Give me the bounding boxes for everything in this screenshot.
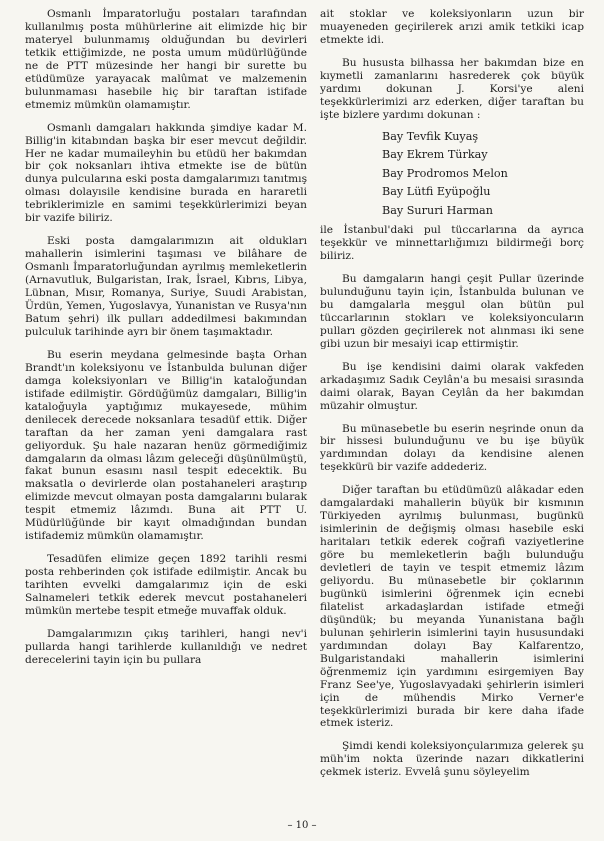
left-column [25, 8, 307, 677]
paragraph: Damgalarımızın çıkış tarihleri, hangi nev'i pullarda hangi tarihlerde kullanıldığı ve nedret derecelerini tayin için bu pullara [25, 627, 307, 666]
paragraph: Tesadüfen elimize geçen 1892 tarihli resmi posta rehberinden çok istifade edilmiştir. Ancak bu tarihten evvelki damgalarımız için de eski Salnameleri tetkik ederek mevcut postahaneleri mümkün mertebe tespit etmeğe muvaffak olduk. [25, 553, 307, 617]
right-column [320, 8, 584, 789]
paragraph: Bu eserin meydana gelmesinde başta Orhan Brandt'ın koleksiyonu ve İstanbulda bulunan diğer damga koleksiyonları ve Billig'in kataloğundan istifade edilmiştir. Gördüğümüz damgaları, Billig'in kataloğuyla yaptığımız mukayesede, mühim denilecek derecede noksanlara tesadüf ettik. Diğer taraftan da her zaman yeni damgalara rast geliyorduk. Şu hale nazaran henüz görmediğimiz damgaların da olması lâzım geleceği düşünülmüştü, fakat bunun esasını nasıl tespit edecektik. Bu maksatla o devirlerde olan postahaneleri araştırıp elimizde mevcut olmayan posta damgalarını bularak tespit etmemiz lâzımdı. Buna ait PTT U. Müdürlüğünde bir kayıt olmadığından bundan istifademiz mümkün olamamıştır. [25, 348, 307, 543]
paragraph: Eski posta damgalarımızın ait oldukları mahallerin isimlerini taşıması ve bilâhare de Osmanlı İmparatorluğundan ayrılmış memleketlerin (Arnavutluk, Bulgaristan, Irak, İsrael, Kıbrıs, Libya, Lübnan, Mısır, Romanya, Suriye, Suudi Arabistan, Ürdün, Yemen, Yugoslavya, Yunanistan ve Rusya'nın Batum şehri) ilk pulları addedilmesi bakımından pulculuk tarihinde ayrı bir önem taşımaktadır. [25, 235, 307, 338]
name-list [382, 128, 584, 221]
name-list-item: Bay Lütfi Eyüpoğlu [382, 185, 491, 199]
paragraph: ile İstanbul'daki pul tüccarlarına da ayrıca teşekkür ve minnettarlığımızı bildirmeği borç biliriz. [320, 224, 584, 263]
paragraph: Diğer taraftan bu etüdümüzü alâkadar eden damgalardaki mahallerin büyük bir kısmının Türkiyeden ayrılmış bulunması, bugünkü isimlerinin de değişmiş olması hasebile eski haritaları tetkik ederek coğrafi vaziyetlerine göre bu memleketlerin bağlı bulunduğu devletleri de tayin ve tespit etmemiz lâzım geliyordu. Bu münasebetle bir çoklarının bugünkü isimlerini öğrenmek için ecnebi filatelist arkadaşlardan istifade etmeği düşündük; bu meyanda Yunanistana bağlı bulunan şehirlerin isimlerini tayin hususundaki yardımından dolayı Bay Kalfarentzo, Bulgaristandaki mahallerin isimlerini öğrenmemiz için yardımını esirgemiyen Bay Franz See'ye, Yugoslavyadaki şehirlerin isimleri için de mühendis Mirko Verner'e teşekkürlerimizi burada bir kere daha ifade etmek isteriz. [320, 484, 584, 730]
paragraph: Osmanlı damgaları hakkında şimdiye kadar M. Billig'in kitabından başka bir eser mevcut değildir. Her ne kadar mumaileyhin bu etüdü her bakımdan bir çok noksanları ihtiva etmekte ise de bütün dunya pulcularına eski posta damgalarımızı tanıtmış olması dolayısile kendisine burada en hararetli tebriklerimizle en samimi teşekkürlerimizi beyan bir vazife biliriz. [25, 121, 308, 225]
page-number: – 10 – [287, 820, 317, 831]
paragraph: Bu damgaların hangi çeşit Pullar üzerinde bulunduğunu tayin için, İstanbulda bulunan ve bu damgalarla meşgul olan bütün pul tüccarlarının stokları ve koleksiyoncuların pulları gözden geçirilerek not alınması iki sene gibi uzun bir mesaiyi icap ettirmiştir. [320, 272, 584, 350]
paragraph: Osmanlı İmparatorluğu postaları tarafından kullanılmış posta mühürlerine ait elimizde hiç bir materyel bulunmamış olduğundan bu devirleri tetkik ettiğimizde, ne posta umum müdürlüğünde ne de PTT müzesinde her hangi bir surette bu etüdümüze yarayacak malûmat ve malzemenin bulunmaması hasebile hiç bir taraftan istifade etmemiz mümkün olamamıştır. [25, 8, 307, 111]
paragraph: Bu münasebetle bu eserin neşrinde onun da bir hissesi bulunduğunu ve bu işe büyük yardımından dolayı da kendisine alenen teşekkürü bir vazife addederiz. [320, 422, 584, 474]
name-list-item: Bay Sururi Harman [382, 203, 493, 217]
name-list-item: Bay Tevfik Kuyaş [382, 129, 479, 143]
paragraph: Bu hususta bilhassa her bakımdan bize en kıymetli zamanlarını hasrederek çok büyük yardımı dokunan J. Korsi'ye aleni teşekkürlerimizi arz ederken, diğer taraftan bu işte bizlere yardımı dokunan : [320, 56, 584, 121]
paragraph: Şimdi kendi koleksiyonçularımıza gelerek şu müh'im nokta üzerinde nazarı dikkatlerini çekmek isteriz. Evvelâ şunu söyleyelim [320, 740, 584, 779]
paragraph: ait stoklar ve koleksiyonların uzun bir muayeneden geçirilerek arızi amik tetkiki icap etmekte idi. [320, 8, 584, 46]
name-list-item: Bay Ekrem Türkay [382, 148, 488, 162]
name-list-item: Bay Prodromos Melon [382, 166, 508, 180]
paragraph: Bu işe kendisini daimi olarak vakfeden arkadaşımız Sadık Ceylân'a bu mesaisi sırasında daimi olarak, Bayan Ceylân da her bakımdan müzahir olmuştur. [320, 360, 584, 412]
